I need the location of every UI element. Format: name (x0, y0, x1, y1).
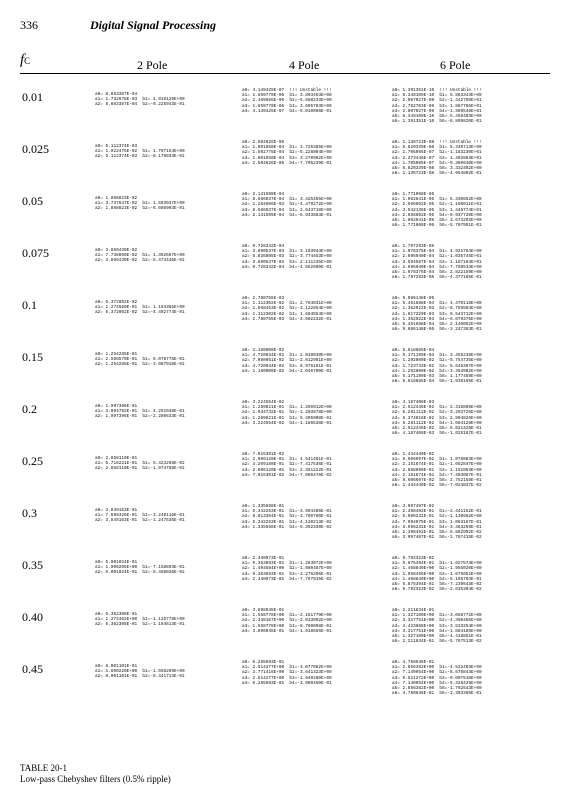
coefficients-6-pole: a0= 3.997487E-02 a1= 2.398492E-01 b1=-2.441152E-01 a2= 5.996231E-01 b2=-1.130682E+00 a3= 7.994975E-01 b3= 1.063167E-01 a4= 5.996231E-01 b4=-3.463299E-01 a5= 2.398492E-01 b5= 8.882992E-02 a6= 3.997487E-02 b6=-2.787415E-02 (392, 504, 482, 541)
coefficients-4-pole: a0= 4.149425E-07 !!! Unstable !!! a1= 1.659770E-06 b1= 3.893453E+00 a2= 2.489655E-06 b2=-5.688233E+00 a3= 1.659770E-06 b3= 3.695783E+00 a4= 4.149425E-07 b4=-9.010066E-01 (242, 88, 332, 114)
table-description: Low-pass Chebyshev filters (0.5% ripple) (20, 774, 171, 784)
fc-value: 0.15 (22, 350, 43, 364)
pole-header-4: 4 Pole (289, 58, 320, 72)
fc-value: 0.40 (22, 610, 43, 624)
coefficients-4-pole: a0= 3.224554E-02 a1= 1.289821E-01 b1= 1.265912E+00 a2= 1.934732E-01 b2=-1.203878E+00 a3= 1.289821E-01 b3= 5.405908E-01 a4= 3.224554E-02 b4=-1.185538E-01 (242, 400, 332, 426)
fc-value: 0.01 (22, 90, 43, 104)
book-title: Digital Signal Processing (90, 18, 217, 32)
coefficients-6-pole: a0= 1.771068E-06 a1= 1.062641E-05 b1= 5.330852E+00 a2= 2.656602E-05 b2=-1.196011E+01 a3= 3.542136E-05 b3= 1.446774E+01 a4= 2.656602E-05 b4=-9.937720E+00 a5= 1.062641E-05 b5= 3.673203E+00 a6= 1.771068E-06 b6=-5.707951E-01 (392, 192, 482, 229)
coefficients-6-pole: a0= 4.760636E-01 a1= 2.856382E+00 b1=-4.522403E+00 a2= 7.140954E+00 b2=-8.676844E+00 a3= 9.521272E+00 b3=-9.007510E+00 a4= 7.140954E+00 b4=-5.328429E+00 a5= 2.856382E+00 b5=-1.702543E+00 a6= 4.760636E-01 b6=-2.303305E-01 (392, 660, 482, 697)
coefficients-2-pole: a0= 3.869430E-02 a1= 7.738860E-02 b1= 1.392667E+00 a2= 3.869430E-02 b2=-5.474446E-01 (95, 248, 185, 264)
page-header (20, 18, 550, 34)
coefficients-2-pole: a0= 8.001101E-01 a1= 1.600220E+00 b1=-1.556269E+00 a2= 8.001101E-01 b2=-6.441713E-01 (95, 664, 185, 680)
header-rule (20, 73, 550, 74)
fc-value: 0.45 (22, 662, 43, 676)
coefficients-2-pole: a0= 8.663387E-04 a1= 1.732678E-03 b1= 1.919129E+00 a2= 8.663387E-04 b2=-9.225943E-01 (95, 92, 185, 108)
coefficients-6-pole: a0= 2.211834E-01 a1= 1.327100E+00 b1=-3.058772E+00 a2= 3.317751E+00 b2=-4.390465E+00 a3= 4.423668E+00 b3=-3.533254E+00 a4= 3.317751E+00 b4=-1.684185E+00 a5= 1.327100E+00 b5=-4.418861E-01 a6= 2.211834E-01 b6=-5.767513E-02 (392, 608, 482, 645)
fc-value: 0.025 (22, 142, 49, 156)
fc-symbol: f (20, 52, 25, 68)
coefficients-2-pole: a0= 1.868823E-02 a1= 3.737647E-02 b1= 1.593937E+00 a2= 1.868823E-02 b2=-6.686903E-01 (95, 196, 185, 212)
page-number: 336 (20, 18, 38, 32)
coefficients-6-pole: a0= 1.434449E-02 a1= 8.606697E-02 b1= 1.076083E+00 a2= 2.151674E-01 b2=-1.662847E+00 a3= 2.868899E-01 b3= 1.191063E+00 a4= 2.151674E-01 b4=-7.403087E-01 a5= 8.606697E-02 b5= 2.752158E-01 a6= 1.434449E-02 b6=-7.024837E-02 (392, 452, 482, 489)
coefficients-4-pole: a0= 2.504626E-05 a1= 1.001850E-04 b1= 3.725385E+00 a2= 1.502775E-04 b2=-5.226004E+00 a3= 1.001850E-04 b3= 3.270902E+00 a4= 2.504626E-05 b4=-7.705239E-01 (242, 140, 332, 166)
coefficients-4-pole: a0= 7.015301E-02 a1= 2.806120E-01 b1= 4.541481E-01 a2= 4.209180E-01 b2=-7.417536E-01 a3= 2.806120E-01 b3= 2.361222E-01 a4= 7.015301E-02 b4=-7.096476E-02 (242, 452, 332, 478)
coefficients-6-pole: a0= 1.136723E-08 !!! Unstable !!! a1= 6.820339E-08 b1= 5.330713E+00 a2= 1.705085E-07 b2=-1.183230E+01 a3= 2.273446E-07 b3= 1.402883E+01 a4= 1.705085E-07 b4=-9.360640E+00 a5= 6.820339E-08 b5= 3.332402E+00 a6= 1.136723E-08 b6=-4.954802E-01 (392, 140, 482, 177)
fc-value: 0.2 (22, 402, 37, 416)
coefficients-2-pole: a0= 5.112374E-03 a1= 1.022475E-02 b1= 1.797154E+00 a2= 5.112374E-03 b2=-8.176033E-01 (95, 144, 185, 160)
coefficients-4-pole: a0= 2.780755E-03 a1= 1.112302E-02 b1= 2.764031E+00 a2= 1.668453E-02 b2=-3.122854E+00 a3= 1.112302E-02 b3= 1.664554E+00 a4= 2.780755E-03 b4=-3.502232E-01 (242, 296, 332, 322)
fc-value: 0.25 (22, 454, 43, 468)
coefficients-4-pole: a0= 9.726342E-04 a1= 3.890537E-03 b1= 3.103944E+00 a2= 5.835805E-03 b2=-3.774453E+00 a3= 3.890537E-03 b3= 2.111235E+00 a4= 9.726342E-04 b4=-4.562680E-01 (242, 244, 332, 270)
coefficients-2-pole: a0= 2.858110E-01 a1= 5.716221E-01 b1= 5.423258E-02 a2= 2.858110E-01 b2=-1.974768E-01 (95, 456, 185, 472)
coefficients-2-pole: a0= 6.362308E-01 a1= 1.272462E+00 b1=-1.125778E+00 a2= 6.362308E-01 b2=-1.194613E-01 (95, 612, 185, 628)
coefficients-4-pole: a0= 3.896945E-01 a1= 1.558778E+00 b1=-2.161779E+00 a2= 2.338167E+00 b2=-2.033992E+00 a3= 1.558778E+00 b3=-8.789098E-01 a4= 3.896945E-01 b4=-1.610655E-01 (242, 608, 332, 634)
coefficients-6-pole: a0= 9.792323E-02 a1= 5.875394E-01 b1=-1.627574E+00 a2= 1.468849E+00 b2=-1.955020E+00 a3= 1.958465E+00 b3=-1.075052E+00 a4= 1.468849E+00 b4=-5.166704E-01 a5= 5.875394E-01 b5=-7.239643E-02 a6= 9.792323E-02 b6=-2.635304E-02 (392, 556, 482, 593)
coefficients-6-pole: a0= 9.086148E-05 a1= 5.451688E-04 b1= 4.470118E+00 a2= 1.362922E-03 b2=-8.755594E+00 a3= 1.817229E-03 b3= 9.543712E+00 a4= 1.362922E-03 b4=-6.079376E+00 a5= 5.451688E-04 b5= 2.140062E+00 a6= 9.086148E-05 b6=-3.247363E-01 (392, 296, 482, 333)
coefficients-4-pole: a0= 2.141509E-04 a1= 8.566037E-04 b1= 3.425455E+00 a2= 1.284906E-03 b2=-4.479272E+00 a3= 8.566037E-04 b3= 2.643718E+00 a4= 2.141509E-04 b4=-5.933883E-01 (242, 192, 332, 218)
coefficients-4-pole: a0= 2.340973E-01 a1= 9.363893E-01 b1=-1.263072E+00 a2= 1.404584E+00 b2=-1.080487E+00 a3= 9.363893E-01 b3=-3.276296E-01 a4= 2.340973E-01 b4=-7.767915E-02 (242, 556, 332, 582)
pole-header-2: 2 Pole (137, 58, 168, 72)
fc-column-header (20, 52, 30, 69)
fc-value: 0.35 (22, 558, 43, 572)
coefficients-2-pole: a0= 6.372802E-02 a1= 1.274560E-01 b1= 1.194365E+00 a2= 6.372802E-02 b2=-4.492774E-01 (95, 300, 185, 316)
fc-value: 0.075 (22, 246, 49, 260)
coefficients-2-pole: a0= 5.001024E-01 a1= 1.000205E+00 b1=-7.158893E-01 a2= 5.001024E-01 b2=-8.458036E-02 (95, 560, 185, 576)
coefficients-4-pole: a0= 1.335566E-01 a1= 5.342263E-01 b1=-3.904486E-01 a2= 8.013394E-01 b2=-3.760780E-01 a3= 5.342263E-01 b3=-4.120213E-02 a4= 1.335566E-01 b4=-5.392339E-02 (242, 504, 332, 530)
coefficients-6-pole: a0= 4.187408E-03 a1= 2.512445E-02 b1= 2.315806E+00 a2= 6.281112E-02 b2=-3.293726E+00 a3= 8.374816E-02 b3= 2.904826E+00 a4= 6.281112E-02 b4=-1.694128E+00 a5= 2.512445E-02 b5= 6.021426E-01 a6= 4.187408E-03 b6=-1.025167E-01 (392, 400, 482, 437)
coefficients-2-pole: a0= 1.997396E-01 a1= 3.994792E-01 b1= 4.291048E-01 a2= 1.997396E-01 b2=-2.280633E-01 (95, 404, 185, 420)
fc-value: 0.1 (22, 298, 37, 312)
coefficients-6-pole: a0= 1.797293E-05 a1= 1.078376E-04 b1= 4.921764E+00 a2= 2.695940E-04 b2=-1.035745E+01 a3= 3.594587E-04 b3= 1.187194E+01 a4= 2.695940E-04 b4=-7.798533E+00 a5= 1.078376E-04 b5= 2.822159E+00 a6= 1.797293E-05 b6=-4.377165E-01 (392, 244, 482, 281)
coefficients-6-pole: a0= 1.391351E-10 !!! Unstable !!! a1= 8.348109E-10 b1= 5.883343E+00 a2= 2.087027E-09 b2=-1.442798E+01 a3= 2.782703E-09 b3= 1.887786E+01 a4= 2.087027E-09 b4=-1.389548E+01 a5= 8.348109E-10 b5= 5.456403E+00 a6= 1.391351E-10 b6=-8.899820E-01 (392, 88, 482, 125)
coefficients-2-pole: a0= 1.254285E-01 a1= 2.508570E-01 b1= 8.070778E-01 a2= 1.254285E-01 b2=-3.087918E-01 (95, 352, 185, 368)
table-label: TABLE 20-1 (20, 763, 68, 773)
table-caption (20, 763, 171, 785)
fc-value: 0.3 (22, 506, 37, 520)
fc-subscript: C (24, 56, 31, 66)
fc-value: 0.05 (22, 194, 43, 208)
coefficients-4-pole: a0= 1.180009E-02 a1= 4.720034E-02 b1= 2.039039E+00 a2= 7.080051E-02 b2=-2.012961E+00 a3= 4.720034E-02 b3= 8.976181E-01 a4= 1.180009E-02 b4=-2.046700E-01 (242, 348, 332, 374)
coefficients-2-pole: a0= 3.849163E-01 a1= 7.698326E-01 b1=-3.249116E-01 a2= 3.849163E-01 b2=-1.247536E-01 (95, 508, 185, 524)
coefficients-6-pole: a0= 8.618665E-04 a1= 5.171199E-03 b1= 3.455239E+00 a2= 1.292800E-02 b2=-5.754735E+00 a3= 1.723733E-02 b3= 5.645387E+00 a4= 1.292800E-02 b4=-3.394902E+00 a5= 5.171199E-03 b5= 1.177469E+00 a6= 8.618665E-04 b6=-1.836195E-01 (392, 348, 482, 385)
coefficients-4-pole: a0= 6.285693E-01 a1= 2.514277E+00 b1=-3.077062E+00 a2= 3.771416E+00 b2=-3.641323E+00 a3= 2.514277E+00 b3=-1.949280E+00 a4= 6.285693E-01 b4=-3.989450E-01 (242, 660, 332, 686)
pole-header-6: 6 Pole (440, 58, 471, 72)
